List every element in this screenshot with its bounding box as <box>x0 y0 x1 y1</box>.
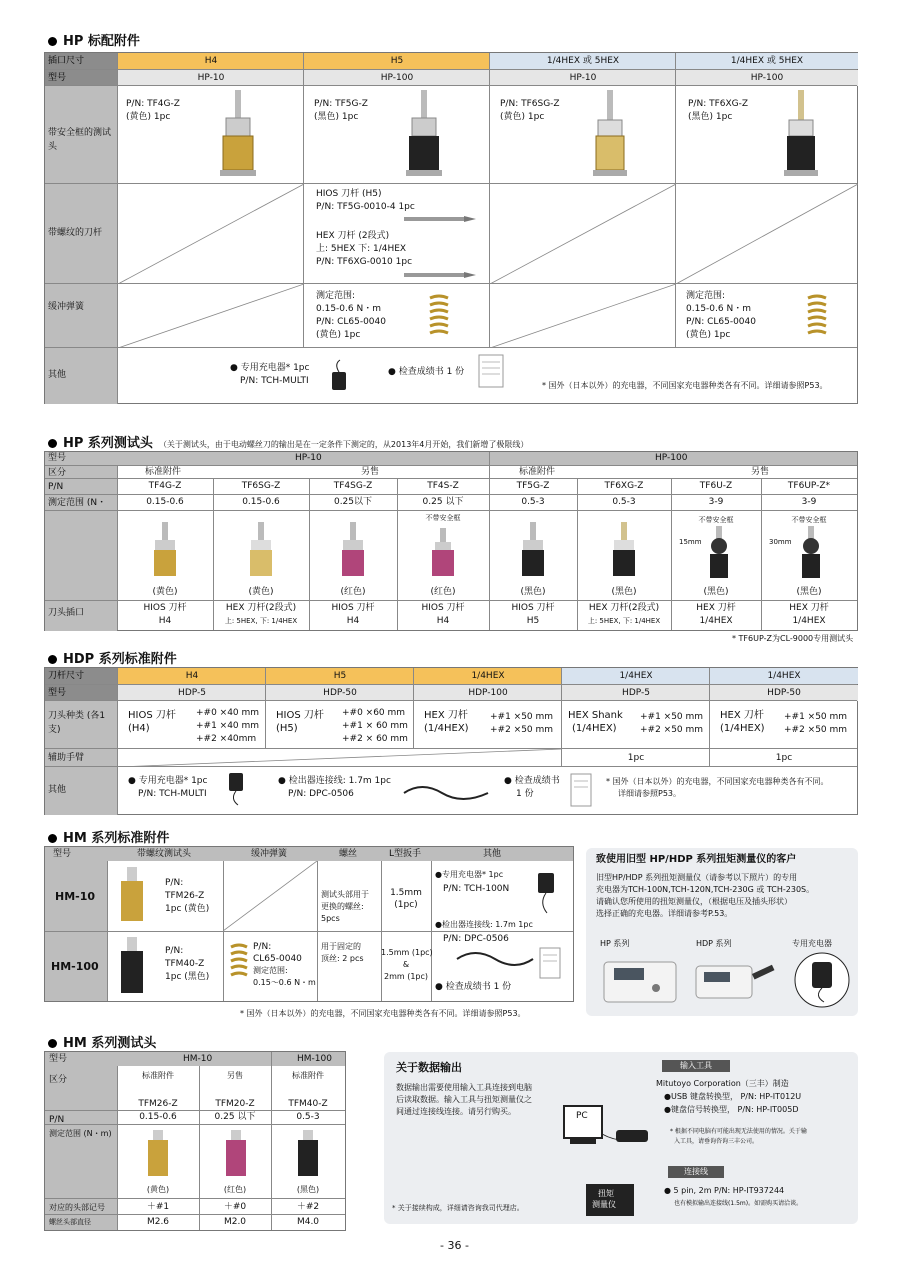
row-label-other: 其他 <box>45 767 117 815</box>
empty-cell-diagonal <box>490 184 676 284</box>
charger-desc: ● 专用充电器* 1pc <box>128 776 208 786</box>
bit-spec: +#1 ×50 mm <box>490 712 554 722</box>
item-color: (红色) <box>340 587 366 597</box>
model-hdp100: HDP-100 <box>413 685 562 701</box>
wrench-size: 2mm (1pc) <box>383 972 429 981</box>
item-dia: M2.0 <box>223 1217 247 1227</box>
bit-spec: +#2 × 60 mm <box>342 734 408 744</box>
cable-icon <box>455 947 535 971</box>
cable-desc: ● 检出器连接线: 1.7m 1pc <box>278 776 391 786</box>
item-color: (黄色) <box>146 1185 170 1194</box>
certificate-icon <box>478 354 504 388</box>
item-range: 0.15-0.6 <box>146 497 184 507</box>
empty-cell-diagonal <box>118 284 304 348</box>
item-color: (黄色) <box>248 587 274 597</box>
item-mark: ＋#1 <box>146 1202 170 1212</box>
photo-label: HP 系列 <box>600 939 630 948</box>
kind-std: 标准附件 <box>519 467 556 477</box>
item-bit-size: H4 <box>346 616 360 626</box>
footnote: 详细请参照P53。 <box>618 789 682 798</box>
bit-spec: +#0 ×40 mm <box>196 708 260 718</box>
certificate-icon <box>539 947 561 979</box>
pc-note: * 根据不同电脑有可能出现无法使用的情况。关于输 <box>670 1128 807 1135</box>
model-label: 型号 <box>45 70 120 86</box>
port-hex: 1/4HEX <box>561 668 710 684</box>
test-head-red-icon <box>223 1130 249 1180</box>
bit-spec: +#0 ×60 mm <box>342 708 406 718</box>
box-line: 旧型HP/HDP 系列扭矩测量仪（请参考以下照片）的专用 <box>596 873 798 882</box>
item-bit: HEX 刀杆(2段式) <box>588 603 660 613</box>
item-pn: TF4SG-Z <box>333 481 373 491</box>
row-label-dia: 螺丝头部直径 <box>49 1218 91 1226</box>
spring-qty: (黄色) 1pc <box>316 330 361 340</box>
box-line: 间通过连接线连接。请另行购买。 <box>396 1107 516 1116</box>
item-color: (黑色) <box>611 587 637 597</box>
item-bit: HIOS 刀杆 <box>143 603 187 613</box>
item-pn: TFM20-Z <box>215 1099 255 1109</box>
data-output-box <box>384 1052 858 1224</box>
model-hdp5: HDP-5 <box>117 685 266 701</box>
item-pn: TF6XG-Z <box>604 481 644 491</box>
dimension-label: 30mm <box>769 538 792 546</box>
item-pn: TF4G-Z <box>148 481 182 491</box>
kind-std: 标准附件 <box>145 467 182 477</box>
row-label-model: 型号 <box>49 1054 68 1064</box>
model-hp100-hex: HP-100 <box>675 70 858 86</box>
model-hm10: HM-10 <box>183 1054 213 1064</box>
port-hex: 1/4HEX <box>709 668 858 684</box>
head-pn: P/N: TF4G-Z <box>126 99 180 109</box>
port-h5: H5 <box>303 53 490 69</box>
test-head-yellow-icon <box>218 90 258 180</box>
row-label-arm: 辅助手臂 <box>45 749 117 767</box>
item-range: 0.5-3 <box>612 497 636 507</box>
box-line: 请确认您所使用的扭矩测量仪，（根据电压及插头形状） <box>596 897 792 906</box>
no-frame-note: 不带安全框 <box>425 514 461 522</box>
photo-label: HDP 系列 <box>696 939 732 948</box>
meter-label: 扭矩 <box>598 1189 614 1198</box>
test-head-yellow-icon <box>117 867 147 925</box>
item-pn: TF6SG-Z <box>241 481 281 491</box>
test-head-yellow-icon <box>247 522 275 580</box>
item-bit-size: H4 <box>436 616 450 626</box>
row-label-heads: 带安全框的测试头 <box>45 86 117 184</box>
item-range: 3-9 <box>801 497 817 507</box>
test-head-yellow-icon <box>151 522 179 580</box>
cable-icon <box>402 781 492 805</box>
box-title: 致使用旧型 HP/HDP 系列扭矩测量仪的客户 <box>596 854 797 865</box>
pn-value: TFM26-Z <box>165 891 205 901</box>
item-bit-size: H4 <box>158 616 172 626</box>
test-head-red-icon <box>339 522 367 580</box>
pn-value: TFM40-Z <box>165 959 205 969</box>
bit-pn: P/N: TF6XG-0010 1pc <box>316 257 413 267</box>
footnote: * 国外（日本以外）的充电器，不同国家充电器种类各有不同。详细请参照P53。 <box>240 1009 526 1018</box>
item-bit-size: 1/4HEX <box>699 616 733 626</box>
row-label-bits: 带螺纹的刀杆 <box>45 184 117 284</box>
maker: Mitutoyo Corporation（三丰）制造 <box>656 1079 789 1088</box>
hp-meter-photo-icon <box>600 954 680 1006</box>
section-title-hdp: HDP 系列标准附件 <box>48 648 177 667</box>
model-hm100: HM-100 <box>51 960 99 973</box>
certificate-desc: ● 检查成绩书 1 份 <box>388 367 465 377</box>
test-head-red-icon <box>429 528 457 580</box>
row-label-model: 型号 <box>45 685 120 701</box>
item-range: 0.15-0.6 <box>242 497 280 507</box>
bit-type: HEX 刀杆 <box>720 710 764 721</box>
screw-desc: 用于固定的 <box>321 942 361 951</box>
pc-label: PC <box>576 1111 588 1121</box>
screw-qty: 5pcs <box>321 914 340 923</box>
port-hex-a: 1/4HEX 或 5HEX <box>489 53 676 69</box>
wrench-size: 1.5mm (1pc) <box>381 948 433 957</box>
model-hp100: HP-100 <box>655 453 688 463</box>
item-bit-size: 1/4HEX <box>792 616 826 626</box>
item-range: 0.5-3 <box>521 497 545 507</box>
row-label-bits: 刀头种类 (各1支) <box>45 701 117 749</box>
hdp-table <box>44 667 858 815</box>
item-color: (黑色) <box>796 587 822 597</box>
spring-pn: P/N: CL65-0040 <box>686 317 756 327</box>
charger-desc: ●专用充电器* 1pc <box>435 870 504 879</box>
item-kind: 标准附件 <box>292 1071 324 1080</box>
page-number: - 36 - <box>440 1239 469 1252</box>
row-label-bit: 刀头插口 <box>45 601 117 631</box>
item-bit-size: 上: 5HEX, 下: 1/4HEX <box>587 617 661 625</box>
col-header: 型号 <box>53 849 72 859</box>
screw-qty: 顶丝: 2 pcs <box>321 954 364 963</box>
section-title-hp-std: HP 标配附件 <box>48 30 140 49</box>
keyboard-converter: ●键盘信号转换型， P/N: HP-IT005D <box>664 1105 799 1114</box>
item-kind: 标准附件 <box>142 1071 174 1080</box>
hm-std-table <box>44 846 574 1002</box>
bit-spec: +#1 ×50 mm <box>784 712 848 722</box>
spring-pn: P/N: CL65-0040 <box>316 317 386 327</box>
spring-icon <box>806 294 828 338</box>
wrench-and: & <box>402 960 410 969</box>
spring-desc: 测定范围: <box>316 291 356 301</box>
bit-desc: HIOS 刀杆 (H5) <box>316 189 382 199</box>
head-desc: (黄色) 1pc <box>500 112 545 122</box>
hdp-meter-photo-icon <box>692 954 776 1006</box>
kind-opt: 另售 <box>751 467 770 477</box>
empty-cell-diagonal <box>118 749 562 767</box>
model-hp10: HP-10 <box>117 70 304 86</box>
head-desc: (黄色) 1pc <box>126 112 171 122</box>
item-range: 0.5-3 <box>296 1112 320 1122</box>
bit-size: (1/4HEX) <box>424 723 469 734</box>
item-bit: HIOS 刀杆 <box>421 603 465 613</box>
section-title-hm-std: HM 系列标准附件 <box>48 827 169 846</box>
section-title-hm-heads: HM 系列测试头 <box>48 1032 156 1051</box>
no-frame-note: 不带安全框 <box>791 516 827 524</box>
item-pn: TFM40-Z <box>288 1099 328 1109</box>
spring-range: 0.15～0.6 N・m <box>253 978 316 987</box>
test-head-yellow-icon <box>590 90 630 180</box>
model-hp10: HP-10 <box>295 453 322 463</box>
meter-label: 测量仪 <box>592 1200 616 1209</box>
item-bit: HEX 刀杆(2段式) <box>225 603 297 613</box>
box-line: 后读取数据。输入工具与扭矩测量仪之 <box>396 1095 532 1104</box>
box-line: 选择正确的充电器。详细请参考P.53。 <box>596 909 733 918</box>
port-hex: 1/4HEX <box>413 668 562 684</box>
hp-heads-table <box>44 451 858 631</box>
section-title-hp-heads: HP 系列测试头 （关于测试头，由于电动螺丝刀的输出是在一定条件下测定的，从2013年4月开始，我们新增了极限线） <box>48 432 528 451</box>
box-title: 关于数据输出 <box>396 1061 462 1074</box>
item-bit: HEX 刀杆 <box>696 603 736 613</box>
col-header: L型扳手 <box>389 849 422 859</box>
spring-pn-label: P/N: <box>253 942 272 952</box>
cable-pn: ● 5 pin, 2m P/N: HP-IT937244 <box>664 1186 785 1195</box>
item-color: (黄色) <box>152 587 178 597</box>
item-bit-size: 上: 5HEX, 下: 1/4HEX <box>224 617 298 625</box>
item-pn: TF6UP-Z* <box>787 481 831 491</box>
model-hp10-hex: HP-10 <box>489 70 676 86</box>
kind-opt: 另售 <box>361 467 380 477</box>
arm-qty: 1pc <box>561 749 710 767</box>
bit-icon <box>404 214 476 224</box>
charger-pn: P/N: TCH-100N <box>443 884 510 894</box>
certificate-desc: ● 检查成绩书 1 份 <box>435 982 512 992</box>
bit-type: HIOS 刀杆 <box>276 710 324 721</box>
port-h5: H5 <box>265 668 414 684</box>
bit-size: (1/4HEX) <box>720 723 765 734</box>
test-head-black-icon <box>404 90 444 180</box>
screw-desc: 测试头部用于 <box>321 890 369 899</box>
bit-type: HEX 刀杆 <box>424 710 468 721</box>
hp-std-table <box>44 52 858 404</box>
test-head-black-icon <box>797 526 825 582</box>
screw-desc: 更换的螺丝: <box>321 902 364 911</box>
charger-icon <box>328 358 350 394</box>
item-dia: M4.0 <box>296 1217 320 1227</box>
bit-spec: +#1 ×40 mm <box>196 721 260 731</box>
row-label-pn: P/N <box>45 479 117 495</box>
item-range: 0.25 以下 <box>214 1112 256 1122</box>
photo-label: 专用充电器 <box>792 939 832 948</box>
col-header: 缓冲弹簧 <box>251 849 288 859</box>
bit-spec: +#1 × 60 mm <box>342 721 408 731</box>
bit-desc: 上: 5HEX 下: 1/4HEX <box>316 244 407 254</box>
row-label-mark: 对应的头部记号 <box>49 1203 105 1212</box>
port-h4: H4 <box>117 53 304 69</box>
model-hdp50: HDP-50 <box>709 685 858 701</box>
spring-icon <box>229 943 249 983</box>
cable-note: 也有模拟输出连接线(1.5m)。如需购买请洽谈。 <box>674 1200 803 1207</box>
item-color: (黑色) <box>296 1185 320 1194</box>
spring-range: 0.15-0.6 N・m <box>686 304 751 314</box>
port-hex-b: 1/4HEX 或 5HEX <box>675 53 858 69</box>
item-bit-size: H5 <box>526 616 540 626</box>
box-line: 充电器为TCH-100N,TCH-120N,TCH-230G 或 TCH-230S。 <box>596 885 815 894</box>
model-hm10: HM-10 <box>55 890 96 903</box>
bit-spec: +#2 ×40mm <box>196 734 257 744</box>
bit-spec: +#2 ×50 mm <box>640 725 704 735</box>
arm-qty: 1pc <box>709 749 858 767</box>
test-head-black-icon <box>705 526 733 582</box>
item-pn: TF5G-Z <box>516 481 550 491</box>
item-color: (红色) <box>223 1185 247 1194</box>
test-head-black-icon <box>610 522 638 580</box>
item-bit: HIOS 刀杆 <box>511 603 555 613</box>
spring-range: 0.15-0.6 N・m <box>316 304 381 314</box>
row-label-range: 测定范围 (N・m) <box>49 1129 112 1138</box>
hm-heads-table <box>44 1051 346 1231</box>
item-desc: 1pc (黑色) <box>165 972 210 982</box>
item-kind: 另售 <box>227 1071 243 1080</box>
model-hp100: HP-100 <box>303 70 490 86</box>
spring-qty: (黄色) 1pc <box>686 330 731 340</box>
wrench-qty: (1pc) <box>394 900 418 910</box>
footnote: * TF6UP-Z为CL-9000专用测试头 <box>732 634 854 643</box>
head-pn: P/N: TF6SG-Z <box>500 99 560 109</box>
item-desc: 1pc (黄色) <box>165 904 210 914</box>
item-range: 0.25以下 <box>333 497 373 507</box>
bit-size: (H5) <box>276 723 298 734</box>
item-pn: TF4S-Z <box>427 481 459 491</box>
model-hdp5: HDP-5 <box>561 685 710 701</box>
pc-note: 入工具，请垂询咨询三丰公司。 <box>674 1138 759 1145</box>
input-tool-label: 输入工具 <box>662 1060 730 1072</box>
bit-icon <box>404 270 476 280</box>
row-label-size: 刀杆尺寸 <box>45 668 120 684</box>
row-label-range: 测定范围 (N・ <box>45 495 117 511</box>
item-pn: TFM26-Z <box>138 1099 178 1109</box>
spring-pn: CL65-0040 <box>253 954 302 964</box>
cable-label: 连接线 <box>668 1166 724 1178</box>
row-label-other: 其他 <box>45 348 117 404</box>
spring-icon <box>428 294 450 338</box>
bit-size: (1/4HEX) <box>572 723 617 734</box>
item-bit: HIOS 刀杆 <box>331 603 375 613</box>
empty-cell-diagonal <box>490 284 676 348</box>
bit-type: HEX Shank <box>568 710 623 721</box>
port-h4: H4 <box>117 668 266 684</box>
col-header: 带螺纹测试头 <box>137 849 192 859</box>
wrench-size: 1.5mm <box>390 888 422 898</box>
empty-cell-diagonal <box>118 184 304 284</box>
empty-cell-diagonal <box>676 184 858 284</box>
row-label-spring: 缓冲弹簧 <box>45 284 117 348</box>
test-head-black-icon <box>519 522 547 580</box>
item-mark: ＋#2 <box>296 1202 320 1212</box>
empty-cell-diagonal <box>223 861 317 931</box>
bit-spec: +#1 ×50 mm <box>640 712 704 722</box>
row-label-pn: P/N <box>49 1115 65 1125</box>
footnote: * 国外（日本以外）的充电器，不同国家充电器种类各有不同。详细请参照P53。 <box>542 381 828 390</box>
box-note: * 关于接续构成，详细请咨询我司代理店。 <box>392 1204 524 1212</box>
cable-desc: ●检出器连接线: 1.7m 1pc <box>435 920 533 929</box>
item-color: (红色) <box>430 587 456 597</box>
row-label-model: 型号 <box>48 453 67 463</box>
test-head-black-icon <box>117 937 147 997</box>
bit-pn: P/N: TF5G-0010-4 1pc <box>316 202 415 212</box>
bit-type: HIOS 刀杆 <box>128 710 176 721</box>
pn-label: P/N: <box>165 878 184 888</box>
item-color: (黑色) <box>703 587 729 597</box>
dimension-label: 15mm <box>679 538 702 546</box>
no-frame-note: 不带安全框 <box>698 516 734 524</box>
item-range: 0.25 以下 <box>422 497 464 507</box>
charger-icon <box>226 771 246 807</box>
test-head-yellow-icon <box>145 1130 171 1180</box>
charger-desc: ● 专用充电器* 1pc <box>230 363 310 373</box>
spring-range-label: 测定范围: <box>253 966 288 975</box>
col-header: 其他 <box>483 849 502 859</box>
charger-pn: P/N: TCH-MULTI <box>138 789 207 799</box>
box-line: 数据输出需要使用输入工具连接到电脑 <box>396 1083 532 1092</box>
port-label: 插口尺寸 <box>45 53 120 69</box>
input-tool-icon <box>612 1126 652 1146</box>
charger-icon <box>794 952 850 1008</box>
bit-size: (H4) <box>128 723 150 734</box>
row-label-kind: 区分 <box>49 1075 68 1085</box>
spring-desc: 测定范围: <box>686 291 726 301</box>
certificate-desc: ● 检查成绩书 <box>504 776 560 786</box>
pn-label: P/N: <box>165 946 184 956</box>
charger-pn: P/N: TCH-MULTI <box>240 376 309 386</box>
item-range: 3-9 <box>708 497 724 507</box>
item-bit: HEX 刀杆 <box>789 603 829 613</box>
charger-icon <box>535 869 557 915</box>
head-pn: P/N: TF6XG-Z <box>688 99 749 109</box>
cable-pn: P/N: DPC-0506 <box>288 789 354 799</box>
model-hdp50: HDP-50 <box>265 685 414 701</box>
footnote: * 国外（日本以外）的充电器，不同国家充电器种类各有不同。 <box>606 777 829 786</box>
head-desc: (黑色) 1pc <box>688 112 733 122</box>
test-head-black-icon <box>781 90 821 180</box>
item-mark: ＋#0 <box>223 1202 247 1212</box>
certificate-qty: 1 份 <box>516 789 534 799</box>
item-dia: M2.6 <box>146 1217 170 1227</box>
bit-spec: +#2 ×50 mm <box>490 725 554 735</box>
head-desc: (黑色) 1pc <box>314 112 359 122</box>
item-range: 0.15-0.6 <box>139 1112 177 1122</box>
col-header: 螺丝 <box>339 849 358 859</box>
item-pn: TF6U-Z <box>699 481 733 491</box>
row-label-kind: 区分 <box>45 466 117 479</box>
model-hm100: HM-100 <box>297 1054 332 1064</box>
cable-pn: P/N: DPC-0506 <box>443 934 509 944</box>
usb-converter: ●USB 键盘转换型， P/N: HP-IT012U <box>664 1092 802 1101</box>
item-color: (黑色) <box>520 587 546 597</box>
test-head-black-icon <box>295 1130 321 1180</box>
legacy-customer-box <box>586 848 858 1016</box>
bit-spec: +#2 ×50 mm <box>784 725 848 735</box>
bit-desc: HEX 刀杆 (2段式) <box>316 231 390 241</box>
head-pn: P/N: TF5G-Z <box>314 99 368 109</box>
certificate-icon <box>570 773 592 807</box>
